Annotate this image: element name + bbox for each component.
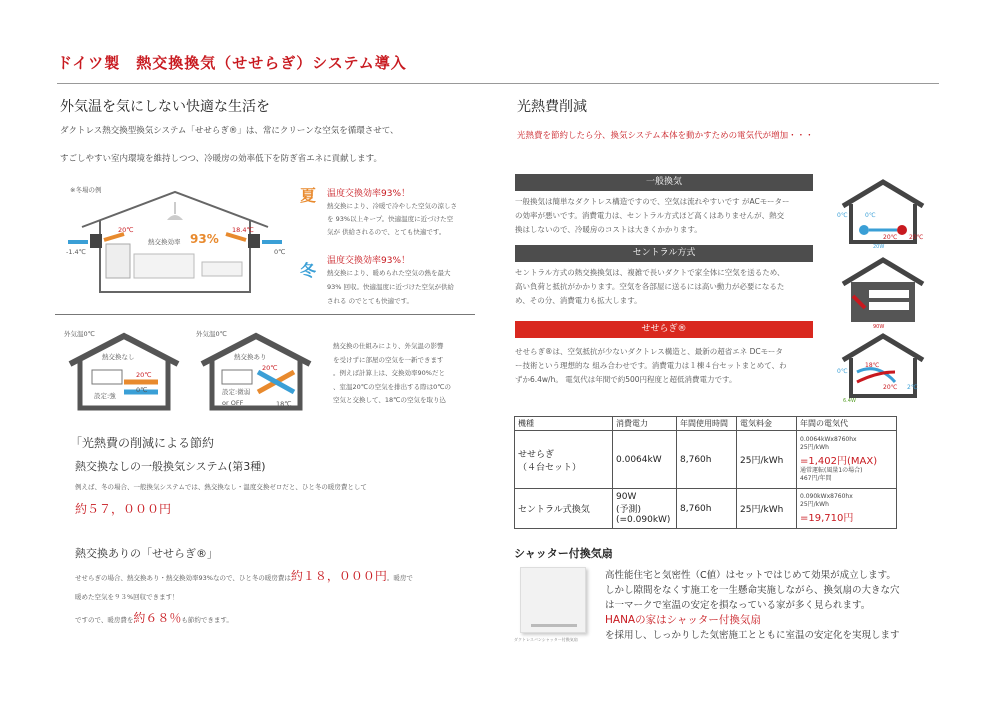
th-rate: 電気料金 [737,417,797,431]
row2-power [613,489,677,529]
row1-cost [797,431,897,489]
exchange-line-3: 。例えば計算上は、交換効率90%だと [333,369,445,377]
th-power: 消費電力 [613,417,677,431]
shutter-text [605,568,900,643]
icon3-t1: 18℃ [865,362,880,369]
house-comparison [62,326,327,414]
temp-out-left: -1.4℃ [66,248,86,256]
summer-line-3: 気が 供給されるので、とても快適です。 [327,228,446,236]
shutter-line-4: HANAの家はシャッター付換気扇 [605,614,761,626]
seseragi-line-1: せせらぎ®は、空気抵抗が少ないダクトレス構造と、最新の超省エネ DCモータ [515,347,783,356]
row1-model [515,431,613,489]
shutter-fan-slot [531,624,577,627]
sub2-text-b: 。暖房で [386,574,413,582]
general-text [515,195,789,237]
row2-cost-value: =19,710円 [800,513,854,524]
row1-calc-3: 通常運転(風量1の場合) [800,467,863,474]
sub2-heading: 熱交換ありの「せせらぎ®」 [75,547,218,560]
intro-line-2: すごしやすい室内環境を維持しつつ、冷暖房の効率低下を防ぎ省エネに貢献します。 [60,154,382,164]
icon3-w: 6.4W [843,398,856,404]
sub2-amount: 約１８，０００円 [290,569,387,583]
house-icons-illustration [833,176,933,406]
icon3-t4: 2℃ [907,384,918,391]
house-left-label: 熱交換なし [102,353,135,361]
general-line-2: の効率が悪いです。消費電力は、セントラル方式ほど高くはありませんが、熱交 [515,211,785,220]
savings-heading: 「光熱費の削減による節約 [70,436,215,450]
sub2-text-a: せせらぎの場合、熱交換あり・熱交換効率93%なので、ひと冬の暖房費は [75,574,291,582]
row2-model: セントラル式換気 [515,489,613,529]
general-bar: 一般換気 [515,174,813,191]
sub2-line-2: 暖めた空気を９３%回収できます！ [75,593,179,601]
general-line-3: 換はしないので、冷暖房のコストは大きくかかります。 [515,225,702,234]
sub2-line-3 [75,612,233,627]
central-line-2: 高い負荷と抵抗がかかります。空気を各部屋に送るには高い動力が必要になるた [515,282,785,291]
icon1-t4: 20℃ [909,234,924,241]
row2-calc-1: 0.090kWx8760hx [800,493,853,500]
temp-out-right: 0℃ [274,248,286,256]
row2-power-3: (=0.090kW) [616,515,671,525]
central-line-1: セントラル方式の熱交換換気は、複雑で長いダクトで家全体に空気を送るため、 [515,268,785,277]
shutter-line-3: は一マークで室温の安定を損なっている家が多く見られます。 [605,600,871,611]
summer-kanji: 夏 [300,186,317,205]
temp-in-right: 18.4℃ [232,226,254,234]
row2-power-2: (予測) [616,505,642,515]
house-left-setting: 設定:強 [94,392,116,400]
icon1-w: 20W [873,244,885,250]
winter-title: 温度交換効率93%！ [327,256,411,266]
row1-power: 0.0064kW [613,431,677,489]
row1-model-set: （４台セット） [518,462,582,473]
table-header-row [515,417,897,431]
icon1-t2: 0℃ [865,212,876,219]
summer-line-2: を 93%以上キープ。快適温度に近づけた空 [327,215,454,223]
title-divider [57,83,939,84]
house-left-in-temp: 20℃ [136,371,152,379]
house-left-outdoor: 外気温0℃ [64,330,95,338]
sub2-line3-a: ですので、暖房費を [75,616,134,624]
summer-line-1: 熱交換により、冷暖で冷やした空気の涼しさ [327,202,457,210]
row1-hours: 8,760h [677,431,737,489]
winter-line-3: される のでとても快適です。 [327,297,414,305]
exchange-line-1: 熱交換の仕組みにより、外気温の影響 [333,342,444,350]
seseragi-line-3: ずか6.4w/h。 電気代は年間で約500円程度と超低消費電力です。 [515,375,737,384]
row1-calc-2: 25円/kWh [800,444,829,451]
row1-model-name: せせらぎ [518,449,555,460]
row1-calc-1: 0.0064kWx8760hx [800,436,857,443]
right-heading: 光熱費削減 [517,99,587,115]
shutter-line-5: を採用し、しっかりした気密施工とともに室温の安定化を実現します [605,630,900,641]
row1-cost-value: =1,402円(MAX) [800,456,878,467]
exchange-explanation [333,340,451,408]
icon2-w: 90W [873,324,885,330]
house-right-setting-2: or OFF [222,399,244,407]
central-bar: セントラル方式 [515,245,813,262]
row1-rate: 25円/kWh [737,431,797,489]
shutter-line-1: 高性能住宅と気密性（C値）はセットではじめて効果が成立します。 [605,570,896,581]
efficiency-label: 熱交換効率 [148,238,181,246]
winter-line-2: 93% 回収。快適温度に近づけた空気が供給 [327,283,455,291]
efficiency-value: 93% [190,232,219,246]
exchange-line-2: を受けずに部屋の空気を一新できます [333,355,444,364]
house-icons [833,176,933,406]
left-divider [55,314,475,315]
sub1-heading: 熱交換なしの一般換気システム(第3種) [75,460,266,473]
row2-hours: 8,760h [677,489,737,529]
seseragi-text [515,345,787,387]
cost-table [514,416,897,529]
row1-calc-4: 467円/年間 [800,475,832,482]
row2-rate: 25円/kWh [737,489,797,529]
sub1-amount: 約５７，０００円 [75,502,172,516]
sub2-line3-b: も節約できます。 [181,616,233,624]
exchange-line-5: 空気と交換して、18℃の空気を取り込 [333,396,446,404]
shutter-img-caption: ダクトレスバンシャッター付換気扇 [514,637,578,642]
house-right-temp: 18℃ [276,400,292,408]
house-right-outdoor: 外気温0℃ [196,330,227,338]
th-cost: 年間の電気代 [797,417,897,431]
th-hours: 年間使用時間 [677,417,737,431]
exchange-line-4: 、室温20℃の空気を排出する際は0℃の [333,382,452,391]
intro-line-1: ダクトレス熱交換型換気システム「せせらぎ®」は、常にクリーンな空気を循環させて、 [60,126,399,136]
sub1-text: 例えば、冬の場合、一般換気システムでは、熱交換なし・温度交換ゼロだと、ひと冬の暖房費として [75,483,367,491]
shutter-line-2: しかし隙間をなくす施工を一生懸命実施しながら、換気扇の大きな穴 [605,585,900,596]
house-left-temp: 0℃ [136,386,148,394]
house-right-setting: 設定:微弱 [222,388,251,396]
shutter-fan-image [520,567,586,633]
page-title: ドイツ製 熱交換換気（せせらぎ）システム導入 [57,54,407,72]
icon3-t3: 20℃ [883,384,898,391]
central-text [515,266,784,308]
house-diagram [62,182,290,294]
temp-in-left: 20℃ [118,226,134,234]
central-line-3: め、その分、消費電力も拡大します。 [515,296,642,305]
diagram-caption: ※冬場の例 [70,186,102,194]
icon3-t2: 0℃ [837,368,848,375]
sub2-line-1 [75,570,413,585]
general-line-1: 一般換気は簡単なダクトレス構造ですので、空気は流れやすいです がACモーター [515,197,790,206]
winter-line-1: 熱交換により、暖められた空気の熱を最大 [327,269,451,277]
row2-cost [797,489,897,529]
th-model: 機種 [515,417,613,431]
sub2-pct: 約６８％ [133,611,182,625]
left-heading: 外気温を気にしない快適な生活を [60,99,270,115]
right-lead: 光熱費を節約したら分、換気システム本体を動かすための電気代が増加・・・ [517,131,814,141]
seseragi-line-2: ー技術という理想的な 組み合わせです。消費電力は１棟４台セットまとめて、わ [515,361,787,370]
shutter-heading: シャッター付換気扇 [514,547,613,560]
table-row [515,431,897,489]
seseragi-bar: せせらぎ® [515,321,813,338]
icon1-t1: 0℃ [837,212,848,219]
table-row [515,489,897,529]
house-right-label: 熱交換あり [234,353,267,361]
winter-kanji: 冬 [300,261,317,280]
icon1-t3: 20℃ [883,234,898,241]
summer-title: 温度交換効率93%！ [327,189,411,199]
row2-calc-2: 25円/kWh [800,501,829,508]
row2-power-1: 90W [616,492,637,502]
house-right-in-temp: 20℃ [262,364,278,372]
